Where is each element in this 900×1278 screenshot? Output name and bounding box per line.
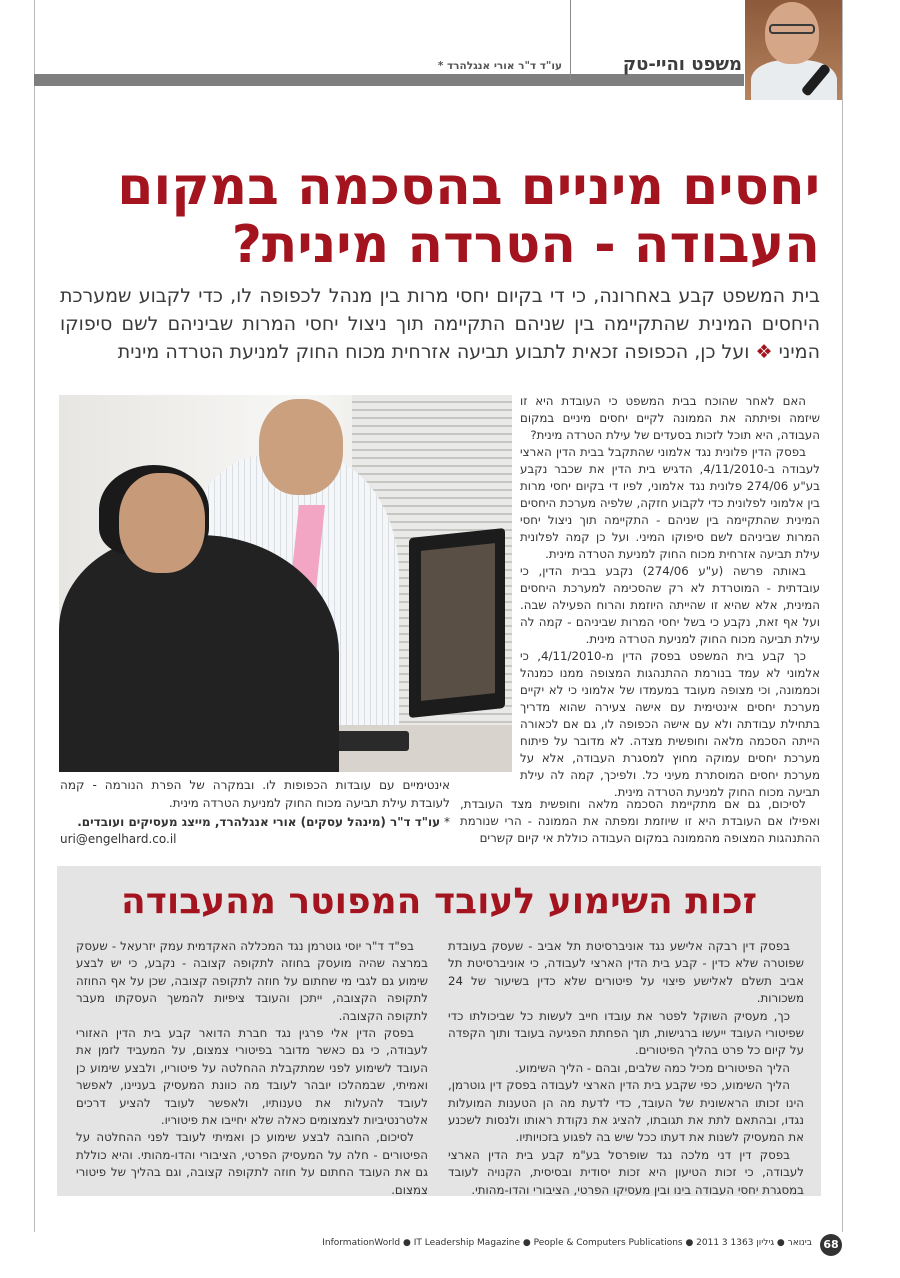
author-byline: עו"ד ד"ר אורי אנגלהרד * [437,60,562,72]
sidebar-paragraph: הליך הפיטורים מכיל כמה שלבים, ובהם - הליך השימוע. [514,1060,790,1075]
article-paragraph: בפסק הדין פלונית נגד אלמוני שהתקבל בבית הדין הארצי לעבודה ב-4/11/2010, הדגיש בית הדין את שכבר נקבע בע"ע 274/06 פלונית נגד אלמוני, לפיו די בקיום יחסי מרות בין אלמוני לפלונית כדי לקבוע חזקה, שלפיה מערכת היחסים המינית שהתקיימה בין שניהם - התקיימה תוך ניצול יחסי המרות שביניהם לשם סיפוקו המיני. ועל כן קמה לפלונית עילת תביעה אזרחית מכוח החוק למניעת הטרדה מינית. [520,445,820,561]
author-email: uri@engelhard.co.il [60,832,177,846]
footer-text: InformationWorld ● IT Leadership Magazine ● People & Computers Publications ● 2011 3 בינואר ● גיליון 1363 [322,1238,812,1248]
author-footnote [60,814,450,831]
article-headline [60,158,820,274]
sidebar-paragraph: בפסק דין רבקה אלישע נגד אוניברסיטת תל אביב - שעסק בעובדת שפוטרה שלא כדין - קבע בית הדין הארצי לעבודה, כי אוניברסיטת תל אביב תשלם לאלישע פיצוי על פיטורים שלא כדין בשיעור של 24 משכורות. [448,939,804,1006]
sidebar-paragraph: בפסק הדין אלי פרגין נגד חברת הדואר קבע בית הדין האזורי לעבודה, כי גם כאשר מדובר בפיטורי צמצום, על המעביד לזמן את העובד לשימוע לפני שמתקבלת ההחלטה על פיטוריו, ולבצע שימוע כן ואמיתי, שבמהלכו יובהר לעובד מה כוונת המעסיק בעניינו, לאפשר לעובד להעלות את טענותיו, ולאפשר לעובד להציע דרכים אלטרנטיביות לצמצומים כאלה שלא יחייבו את פיטוריו. [76,1026,428,1128]
sidebar-paragraph: בפסק דין דני מלכה נגד שופרסל בע"מ קבע בית הדין הארצי לעבודה, כי זכות הטיעון היא זכות יסודית ובסיסית, הקנויה לעובד במסגרת יחסי העבודה בינו ובין מעסיקו הפרטי, הציבורי והדו-מהותי. [448,1147,804,1197]
article-photo [59,395,512,772]
page-frame-left [34,0,35,1232]
page-number: 68 [820,1234,842,1256]
article-paragraph: כך קבע בית המשפט בפסק הדין מ-4/11/2010, כי אלמוני לא עמד בנורמת ההתנהגות המצופה ממנו כמנהל וכממונה, וכי מצופה מעובד במעמדו של אלמוני כי לא יקיים מערכת יחסים אינטימית עם אישה צעירה שהוא מדריך בתחילת עבודתה ולא עם אישה הכפופה לו, גם אם לכאורה הייתה הסכמה מלאה וחופשית מצדה. לא מדובר על פיתוח מערכת יחסים עמוקה מחוץ למסגרת העבודה, אלא על מערכת יחסים המוסתרת מעיני כל. ולפיכך, קמה לה עילת תביעה מכוח החוק למניעת הטרדה מינית. [520,649,820,799]
footnote-star: * [444,815,450,829]
sidebar-paragraph: בפ"ד ד"ר יוסי גוטרמן נגד המכללה האקדמית עמק יזרעאל - שעסק במרצה שהיה מועסק בחוזה לתקופה קצובה - נקבע, כי יש לבצע שימוע גם לגבי מי שחתום על חוזה לתקופה קצובה, שכן על אף החוזה לתקופה הקצובה, ייתכן והעובד ציפיות להמשך העסקתו מעבר לתקופה הקצובה. [76,939,428,1023]
sidebar-paragraph: כך, מעסיק השוקל לפטר את עובדו חייב לעשות כל שביכולתו כדי שפיטורי העובד ייעשו ברגישות, תוך הפחתת הפגיעה בעובד ותוך הקפדה על קיום כל פרט בהליך הפיטורים. [448,1008,804,1058]
header-bar [34,74,744,86]
author-photo [745,0,842,100]
sidebar-paragraph: לסיכום, החובה לבצע שימוע כן ואמיתי לעובד לפני ההחלטה על הפיטורים - חלה על המעסיק הפרטי, הציבורי והדו-מהותי. והיא כוללת גם את העובד החתום על חוזה לתקופה קצובה, וגם בהליך של פיטורי צמצום. [76,1130,428,1197]
sidebar-paragraph: הליך השימוע, כפי שקבע בית הדין הארצי לעבודה בפסק דין גוטרמן, הינו זכותו הראשונית של העובד, כדי לדעת מה הן הטענות המועלות נגדו, ובהתאם לתת את תגובתו, להציג את נקודת ראותו ולנסות לשכנע את המעסיק לשנות את דעתו ככל שיש בה לפגוע בזכויותיו. [448,1078,804,1145]
header-divider [570,0,571,80]
article-column-right [520,393,820,801]
lead-text-2: ועל כן, הכפופה זכאית לתבוע תביעה אזרחית מכוח החוק למניעת הטרדה מינית [117,341,750,363]
headline-line-1: יחסים מיניים בהסכמה במקום [117,157,820,217]
sidebar-column-right [448,938,804,1199]
diamond-icon: ❖ [755,341,773,363]
section-label: משפט והיי-טק [622,54,742,75]
lead-text-1: בית המשפט קבע באחרונה, כי די בקיום יחסי מרות בין מנהל לכפופה לו, כדי לקבוע שמערכת היחסים המינית שהתקיימה בין שניהם התקיימה תוך ניצול יחסי המרות שביניהם לשם סיפוקו המיני [60,285,820,363]
article-paragraph: האם לאחר שהוכח בבית המשפט כי העובדת היא זו שיזמה ופיתתה את הממונה לקיים יחסים מיניים במקום העבודה, היא תוכל לזכות בסעדים של עילת הטרדה מינית? [520,394,820,442]
sidebar-column-left [76,938,428,1199]
article-paragraph: לסיכום, גם אם מתקיימת הסכמה מלאה וחופשית מצד העובדת, ואפילו אם העובדת היא זו שיוזמת ומפתה את הממונה - הרי שנורמת ההתנהגות המצופה מהממונה במקום העבודה כוללת אי קיום קשרים [460,797,820,845]
article-paragraph: באותה פרשה (ע"ע 274/06) נקבע בבית הדין, כי עובדתית - המוטרדת לא רק שהסכימה למערכת היחסים המינית, אלא שהיא זו שהייתה היוזמת והרוח הפעילה שבה. ועל אף זאת, נקבע כי בשל יחסי המרות שביניהם - קמה לה עילת תביעה מכוח החוק למניעת הטרדה מינית. [520,564,820,646]
article-lead [60,282,820,366]
page-frame-right [842,0,843,1232]
footnote-author: עו"ד ד"ר (מינהל עסקים) אורי אנגלהרד, מייצג מעסיקים ועובדים. [77,815,441,829]
sidebar-box-title: זכות השימוע לעובד המפוטר מהעבודה [120,881,758,922]
article-conclusion-continued: אינטימיים עם עובדות הכפופות לו. ובמקרה של הפרת הנורמה - קמה לעובדת עילת תביעה מכוח החוק למניעת הטרדה מינית. [60,778,450,810]
page-footer [322,1232,842,1256]
article-conclusion [460,796,820,847]
headline-line-2: העבודה - הטרדה מינית? [231,215,820,275]
